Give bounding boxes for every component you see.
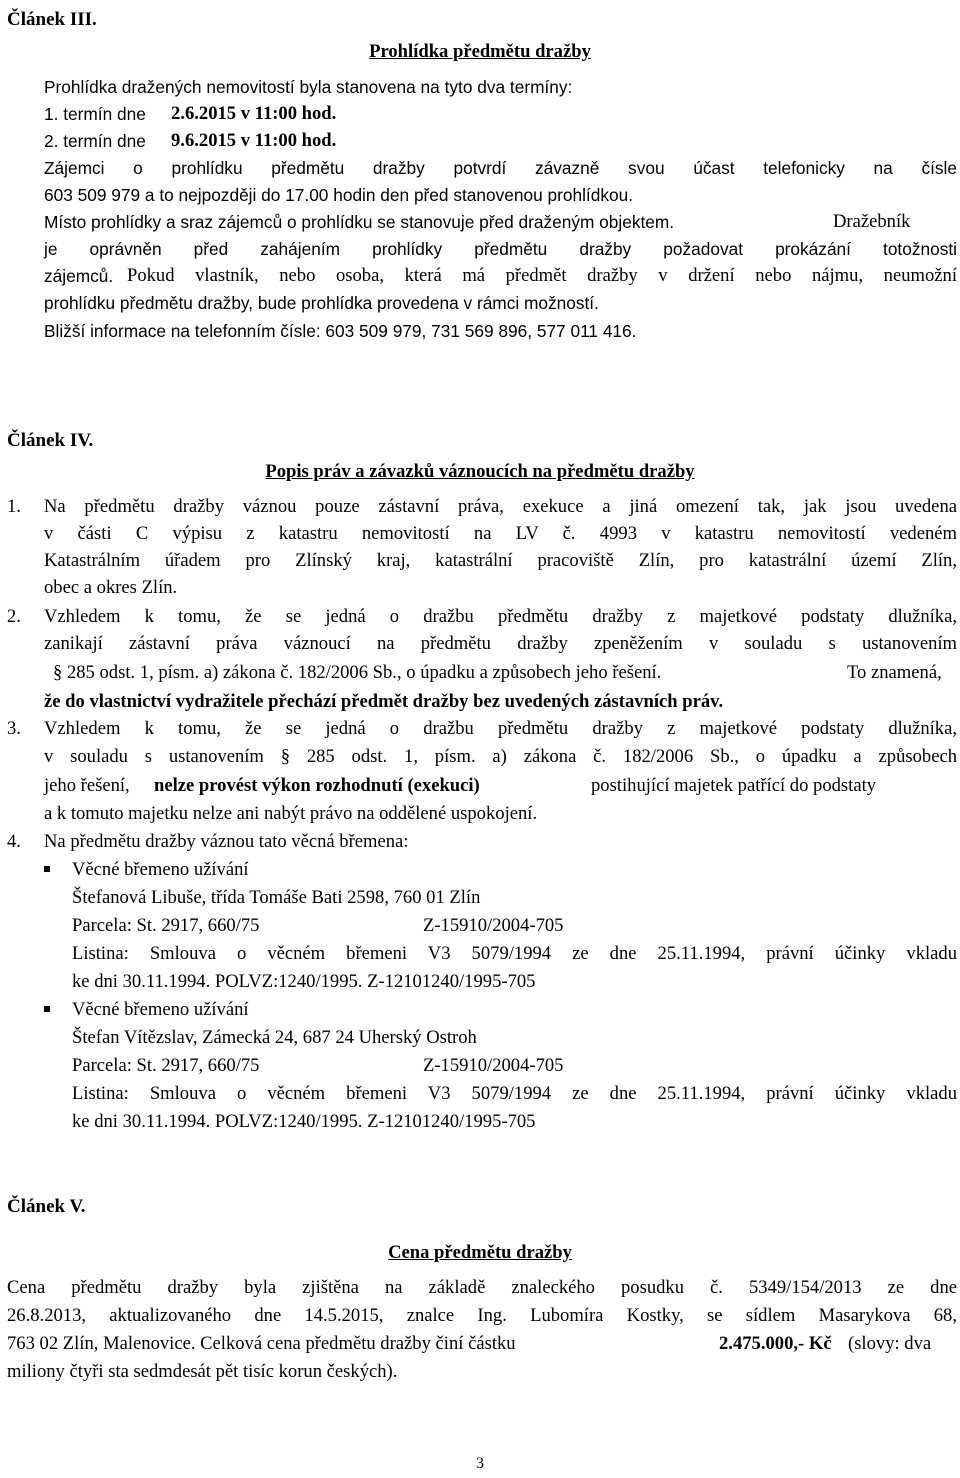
page-number: 3 [476, 1455, 484, 1472]
easement-1-parcel: Parcela: St. 2917, 660/75 [72, 915, 260, 936]
item-4-line-1: Na předmětu dražby váznou tato věcná břemena: [44, 831, 409, 852]
item-1-number: 1. [7, 496, 21, 517]
easement-2-type: Věcné břemeno užívání [72, 999, 249, 1020]
item-2-number: 2. [7, 606, 21, 627]
inspection-para-2-line-1: Místo prohlídky a sraz zájemců o prohlídku se stanovuje před draženým objektem. [44, 212, 675, 232]
term-1-label: 1. termín dne [44, 104, 146, 124]
article-5-title: Cena předmětu dražby [388, 1242, 572, 1263]
item-3-line-4: a k tomuto majetku nelze ani nabýt právo na oddělené uspokojení. [44, 803, 538, 824]
inspection-intro: Prohlídka dražených nemovitostí byla stanovena na tyto dva termíny: [44, 77, 573, 97]
inspection-para-1-line-1: Zájemci o prohlídku předmětu dražby potvrdí závazně svou účast telefonicky na čísle [44, 158, 957, 178]
item-3-line-1: Vzhledem k tomu, že se jedná o dražbu předmětu dražby z majetkové podstaty dlužníka, [44, 718, 957, 739]
item-3-line-3b: nelze provést výkon rozhodnutí (exekuci) [154, 775, 480, 796]
inspection-para-2-line-2: je oprávněn před zahájením prohlídky předmětu dražby požadovat prokázání totožnosti [44, 239, 957, 259]
easement-2-parcel-ref: Z-15910/2004-705 [423, 1055, 564, 1076]
easement-1-person: Štefanová Libuše, třída Tomáše Bati 2598, 760 01 Zlín [72, 887, 481, 908]
easement-2-deed-line-2: ke dni 30.11.1994. POLVZ:1240/1995. Z-12101240/1995-705 [72, 1111, 536, 1132]
article-4-heading: Článek IV. [7, 430, 94, 451]
item-3-line-2: v souladu s ustanovením § 285 odst. 1, písm. a) zákona č. 182/2006 Sb., o úpadku a způsobech [44, 746, 957, 767]
inspection-para-2-line-3a: zájemců. [44, 266, 114, 286]
inspection-para-2-line-3b: Pokud vlastník, nebo osoba, která má předmět dražby v držení nebo nájmu, neumožní [127, 265, 957, 286]
inspection-para-2-line-1b: Dražebník [833, 211, 911, 232]
bullet-icon [44, 866, 50, 872]
easement-2-person: Štefan Vítězslav, Zámecká 24, 687 24 Uherský Ostroh [72, 1027, 477, 1048]
article-3-heading: Článek III. [7, 9, 97, 30]
easement-2-deed-line-1: Listina: Smlouva o věcném břemeni V3 5079/1994 ze dne 25.11.1994, právní účinky vkladu [72, 1083, 957, 1104]
price-line-1: Cena předmětu dražby byla zjištěna na základě znaleckého posudku č. 5349/154/2013 ze dne [7, 1277, 957, 1298]
term-2-value: 9.6.2015 v 11:00 hod. [171, 130, 337, 151]
price-line-2: 26.8.2013, aktualizovaného dne 14.5.2015, znalce Ing. Lubomíra Kostky, se sídlem Masarykova 68, [7, 1305, 957, 1326]
term-1-value: 2.6.2015 v 11:00 hod. [171, 103, 337, 124]
item-2-line-1: Vzhledem k tomu, že se jedná o dražbu předmětu dražby z majetkové podstaty dlužníka, [44, 606, 957, 627]
article-5-heading: Článek V. [7, 1196, 86, 1217]
item-2-line-4: že do vlastnictví vydražitele přechází předmět dražby bez uvedených zástavních práv. [44, 691, 724, 712]
term-2-label: 2. termín dne [44, 131, 146, 151]
inspection-contact-line: Bližší informace na telefonním čísle: 603 509 979, 731 569 896, 577 011 416. [44, 321, 637, 341]
easement-1-parcel-ref: Z-15910/2004-705 [423, 915, 564, 936]
easement-1-deed-line-1: Listina: Smlouva o věcném břemeni V3 5079/1994 ze dne 25.11.1994, právní účinky vkladu [72, 943, 957, 964]
item-2-line-3b: To znamená, [847, 662, 942, 683]
item-1-line-3: Katastrálním úřadem pro Zlínský kraj, katastrální pracoviště Zlín, pro katastrální území Zlín, [44, 550, 957, 571]
price-line-3c: (slovy: dva [848, 1333, 932, 1354]
article-4-title: Popis práv a závazků váznoucích na předmětu dražby [265, 461, 695, 482]
bullet-icon [44, 1006, 50, 1012]
item-1-line-1: Na předmětu dražby váznou pouze zástavní práva, exekuce a jiná omezení tak, jak jsou uvedena [44, 496, 957, 517]
inspection-para-1-line-2: 603 509 979 a to nejpozději do 17.00 hodin den před stanovenou prohlídkou. [44, 185, 633, 205]
item-3-line-3a: jeho řešení, [44, 775, 130, 796]
price-line-4: miliony čtyři sta sedmdesát pět tisíc korun českých). [7, 1361, 398, 1382]
article-3-title: Prohlídka předmětu dražby [369, 41, 591, 62]
item-4-number: 4. [7, 831, 21, 852]
easement-1-deed-line-2: ke dni 30.11.1994. POLVZ:1240/1995. Z-12101240/1995-705 [72, 971, 536, 992]
price-line-3a: 763 02 Zlín, Malenovice. Celková cena předmětu dražby činí částku [7, 1333, 516, 1354]
easement-1-type: Věcné břemeno užívání [72, 859, 249, 880]
item-3-line-3c: postihující majetek patřící do podstaty [591, 775, 877, 796]
item-1-line-2: v části C výpisu z katastru nemovitostí na LV č. 4993 v katastru nemovitostí vedeném [44, 523, 957, 544]
easement-2-parcel: Parcela: St. 2917, 660/75 [72, 1055, 260, 1076]
price-amount: 2.475.000,- Kč [719, 1333, 832, 1354]
item-2-line-3a: § 285 odst. 1, písm. a) zákona č. 182/2006 Sb., o úpadku a způsobech jeho řešení. [53, 662, 662, 683]
item-3-number: 3. [7, 718, 21, 739]
inspection-para-2-line-4: prohlídku předmětu dražby, bude prohlídka provedena v rámci možností. [44, 293, 599, 313]
item-1-line-4: obec a okres Zlín. [44, 577, 178, 598]
item-2-line-2: zanikají zástavní práva váznoucí na předmětu dražby zpeněžením v souladu s ustanovením [44, 633, 957, 654]
